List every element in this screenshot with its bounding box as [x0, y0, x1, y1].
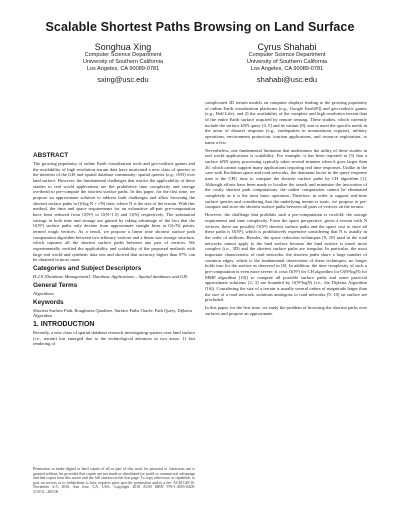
author-city: Los Angeles, CA 90089-0781 [86, 66, 160, 73]
body-paragraph: complicated 3D terrain models on computer displays leading to the growing popularity of online Earth visualization platforms (e.g., Google Earth[9]) and geo-realistic games (e.g., Half Life), and 2) the availability of the complete and high resolution terrain data of the entire Earth surface acquired by remote sensing. These studies, which currently include the surface kNN query [4, 5] and its variant [8], aim to meet the specific needs in the areas of disaster response (e.g., earthquakes in mountainous regions), military operations, environment protection, tourism applications, and resource exploration, to name a few. [205, 100, 367, 145]
general-terms-heading: General Terms [33, 281, 78, 289]
author-univ: University of Southern California [246, 59, 328, 66]
author-email[interactable]: sxing@usc.edu [97, 74, 149, 84]
categories-heading: Categories and Subject Descriptors [33, 265, 142, 273]
keywords-text: Shortest Surface Path, Roughness Quadtree, Surface Paths Oracle, Path Query, Dijkstra Algorithm [33, 307, 193, 319]
author-city: Los Angeles, CA 90089-0781 [250, 66, 324, 73]
author-name: Songhua Xing [94, 42, 152, 52]
author-block-2 [212, 42, 362, 85]
right-column [205, 100, 367, 319]
author-name: Cyrus Shahabi [257, 42, 317, 52]
copyright-footnote: Permission to make digital or hard copies of all or part of this work for personal or classroom use is granted without fee provided that copies are not made or distributed for profit or commercial advantage and that copies bear this notice and the full citation on the first page. To copy otherwise, or republish, to post on servers or to redistribute to lists, requires prior specific permission and/or a fee. ACM GIS'10, November 2-5, 2010, San Jose, CA, USA. Copyright 2010 ACM ISBN 978-1-4503-0428-3/10/11...$10.00 [33, 467, 195, 494]
author-dept: Computer Science Department [248, 52, 326, 58]
body-paragraph: However, the challenge that prohibits such a pre-computation is twofold: the storage requirement and time complexity. From the space perspective, given a terrain with N vertices, there are possibly O(N²) shortest surface paths and the space cost to store all these paths is O(N³), which is prohibitively expensive considering that N is usually in the order of millions. Besides, the space reduction techniques [9, 10] used in the road networks cannot apply to the land surface because the land surface is much more complex (i.e., 3D) and the shortest surface paths are irregular. In particular, the most important characteristic of road networks: the shortest paths share a large number of common edges, which is the fundamental observation of these techniques, no longer holds true for the surface as observed in [6]. In addition, the time complexity of such a pre-computation is even more severe: it costs O(N³) for CH algorithm (or O(N²logN) for MMP algorithm [10]) to compute all possible surface paths and some practical approximate solutions [2, 3] are bounded by O(N²logN) (i.e., the Dijkstra Algorithm [16]). Considering the size of a terrain is usually several orders of magnitude larger than the size of a road network, solutions analogous to road networks [9, 10] on surface are precluded. [205, 212, 367, 303]
abstract-text: The growing popularity of online Earth visualization tools and geo-realistic games and the availability of high resolution terrain data have motivated a new class of queries to the interests of the GIS and spatial database community: spatial queries (e.g., iNN) over land surface. However, the fundamental challenges that restrict the applicability of these studies to real world applications are the prohibitive time complexity and storage overhead to pre-compute the shortest surface paths. In this paper, for the first time, we propose an approximate solution to address both challenges and allow browsing the shortest surface paths in O(log N + √N) time, where N is the size of the terrain. With this method, the time and space requirements for an exhaustive all-pair pre-computation have been reduced from O(N³) to O(N^1.5) and O(N) respectively. The substantial savings in both time and storage are gained by taking advantage of the fact that the O(N²) surface paths only deviate from approximate straight lines at O(√N) points, termed rough vertices. As a result, we propose a linear time shortest surface path computation algorithm between two arbitrary vertices and a linear size storage structure, which captures all the shortest surface paths between any pair of vertices. We experimentally verified the applicability and scalability of the proposed methods with large real world and synthetic data sets and showed that accuracy higher than 97% can be obtained in most cases. [33, 161, 195, 263]
body-paragraph: Nevertheless, one fundamental limitation that undermines the utility of these studies in real world applications is scalability. For example, it has been reported in [5] that a surface kNN query processing typically takes several minutes when k goes larger than 20, which cannot support many applications requiring real time responses. Unlike in the case with Euclidean space and road networks, the dominant factor in the query response time is the CPU time to compute the shortest surface paths by CH algorithm [1]. Although efforts have been made to localize the search and minimize the invocation of the costly shortest path computations, the online computation cannot be eliminated completely as it is the most basic operation. Therefore, in order to support real-time surface queries and considering that the underlying terrain is static, we propose to pre-compute and store the shortest surface paths between all pairs of vertices on the terrain. [205, 147, 367, 210]
author-block-1 [48, 42, 198, 85]
author-univ: University of Southern California [82, 59, 164, 66]
body-paragraph: In this paper, for the first time, we study the problem of browsing the shortest paths over surfaces and propose an approximate [205, 305, 367, 317]
author-dept: Computer Science Department [84, 52, 162, 58]
paper-title: Scalable Shortest Paths Browsing on Land Surface [45, 20, 355, 34]
introduction-text: Recently, a new class of spatial database research investigating queries over land surface (i.e., terrain) has emerged due to the technological advances in two areas: 1) fast rendering of [33, 329, 195, 347]
author-email[interactable]: shahabi@usc.edu [256, 74, 318, 84]
abstract-heading: ABSTRACT [33, 152, 69, 159]
keywords-heading: Keywords [33, 298, 64, 306]
general-terms-text: Algorithms [33, 290, 54, 296]
introduction-heading: 1. INTRODUCTION [33, 320, 95, 328]
categories-text: H.2.8 [Database Management]: Database Applications – Spatial databases and GIS [33, 274, 188, 280]
left-column [33, 152, 195, 349]
